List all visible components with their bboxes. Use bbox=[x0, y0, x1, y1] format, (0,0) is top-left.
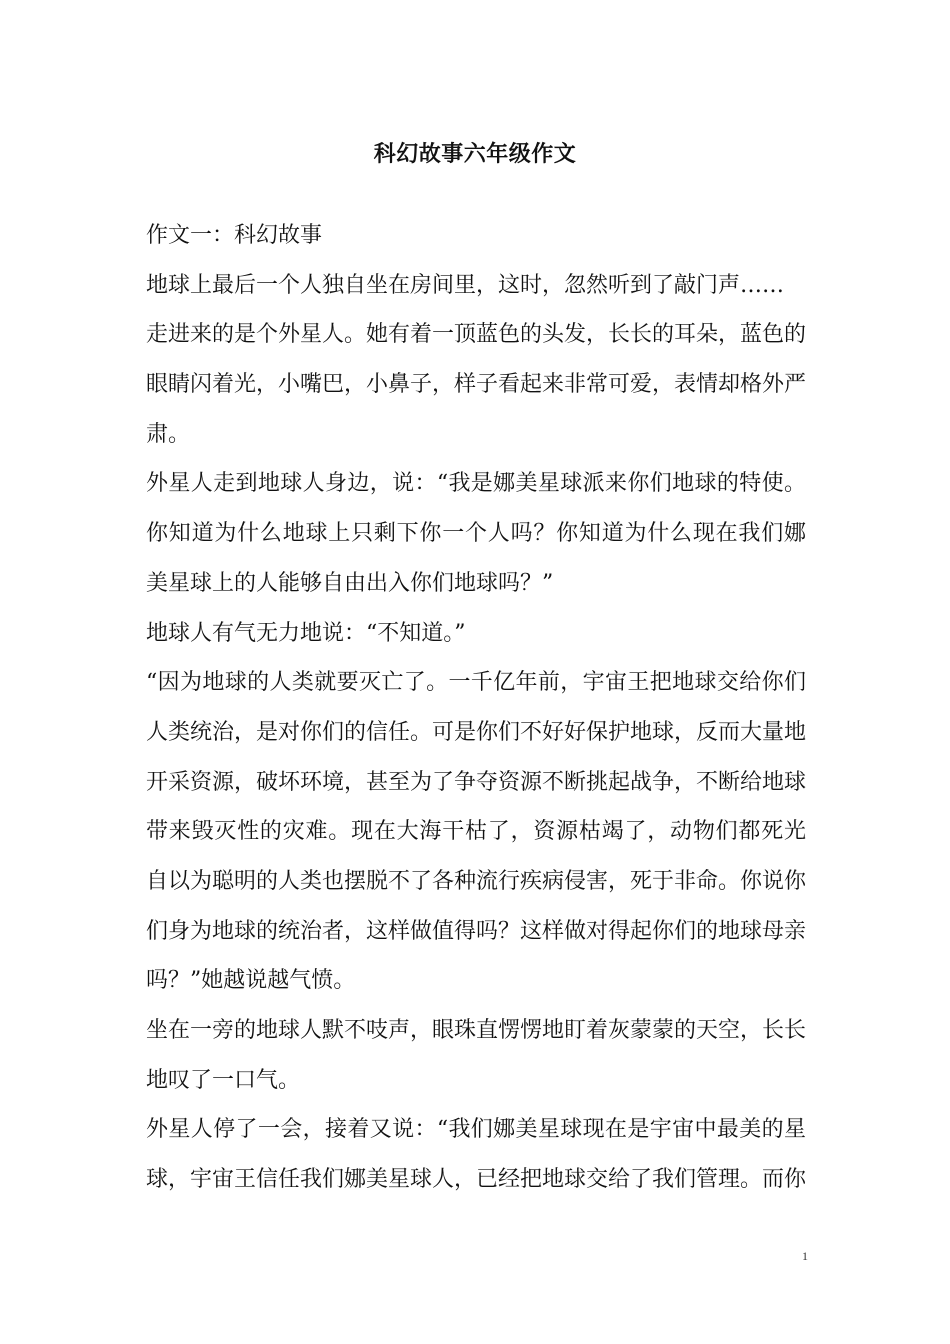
body-line: 地球上最后一个人独自坐在房间里，这时，忽然听到了敲门声…… bbox=[146, 272, 785, 298]
body-line: 地叹了一口气。 bbox=[146, 1067, 301, 1093]
body-line: 肃。 bbox=[146, 421, 191, 447]
body-line: 美星球上的人能够自由出入你们地球吗？” bbox=[146, 570, 554, 596]
body-line: 开采资源，破坏环境，甚至为了争夺资源不断挑起战争，不断给地球 bbox=[146, 769, 806, 795]
body-line: 自以为聪明的人类也摆脱不了各种流行疾病侵害，死于非命。你说你 bbox=[146, 868, 806, 894]
body-line: 走进来的是个外星人。她有着一顶蓝色的头发，长长的耳朵，蓝色的 bbox=[146, 322, 806, 348]
body-line: 吗？”她越说越气愤。 bbox=[146, 968, 356, 994]
body-line: 们身为地球的统治者，这样做值得吗？这样做对得起你们的地球母亲 bbox=[146, 918, 806, 944]
body-line: 人类统治，是对你们的信任。可是你们不好好保护地球，反而大量地 bbox=[146, 719, 806, 745]
body-line: 作文一：科幻故事 bbox=[146, 223, 323, 248]
body-line: “因为地球的人类就要灭亡了。一千亿年前，宇宙王把地球交给你们 bbox=[146, 670, 806, 696]
body-line: 坐在一旁的地球人默不吱声，眼珠直愣愣地盯着灰蒙蒙的天空，长长 bbox=[146, 1018, 806, 1043]
body-line: 地球人有气无力地说：“不知道。” bbox=[146, 620, 466, 646]
document-title: 科幻故事六年级作文 bbox=[373, 142, 577, 167]
body-line: 球，宇宙王信任我们娜美星球人，已经把地球交给了我们管理。而你 bbox=[146, 1167, 806, 1193]
document-body bbox=[146, 211, 806, 1205]
page-number: 1 bbox=[802, 1249, 808, 1263]
body-line: 眼睛闪着光，小嘴巴，小鼻子，样子看起来非常可爱，表情却格外严 bbox=[146, 372, 806, 398]
body-line: 外星人停了一会，接着又说：“我们娜美星球现在是宇宙中最美的星 bbox=[146, 1117, 806, 1143]
body-line: 外星人走到地球人身边，说：“我是娜美星球派来你们地球的特使。 bbox=[146, 471, 806, 497]
body-line: 你知道为什么地球上只剩下你一个人吗？你知道为什么现在我们娜 bbox=[146, 521, 806, 547]
body-line: 带来毁灭性的灾难。现在大海干枯了，资源枯竭了，动物们都死光 bbox=[146, 819, 806, 845]
